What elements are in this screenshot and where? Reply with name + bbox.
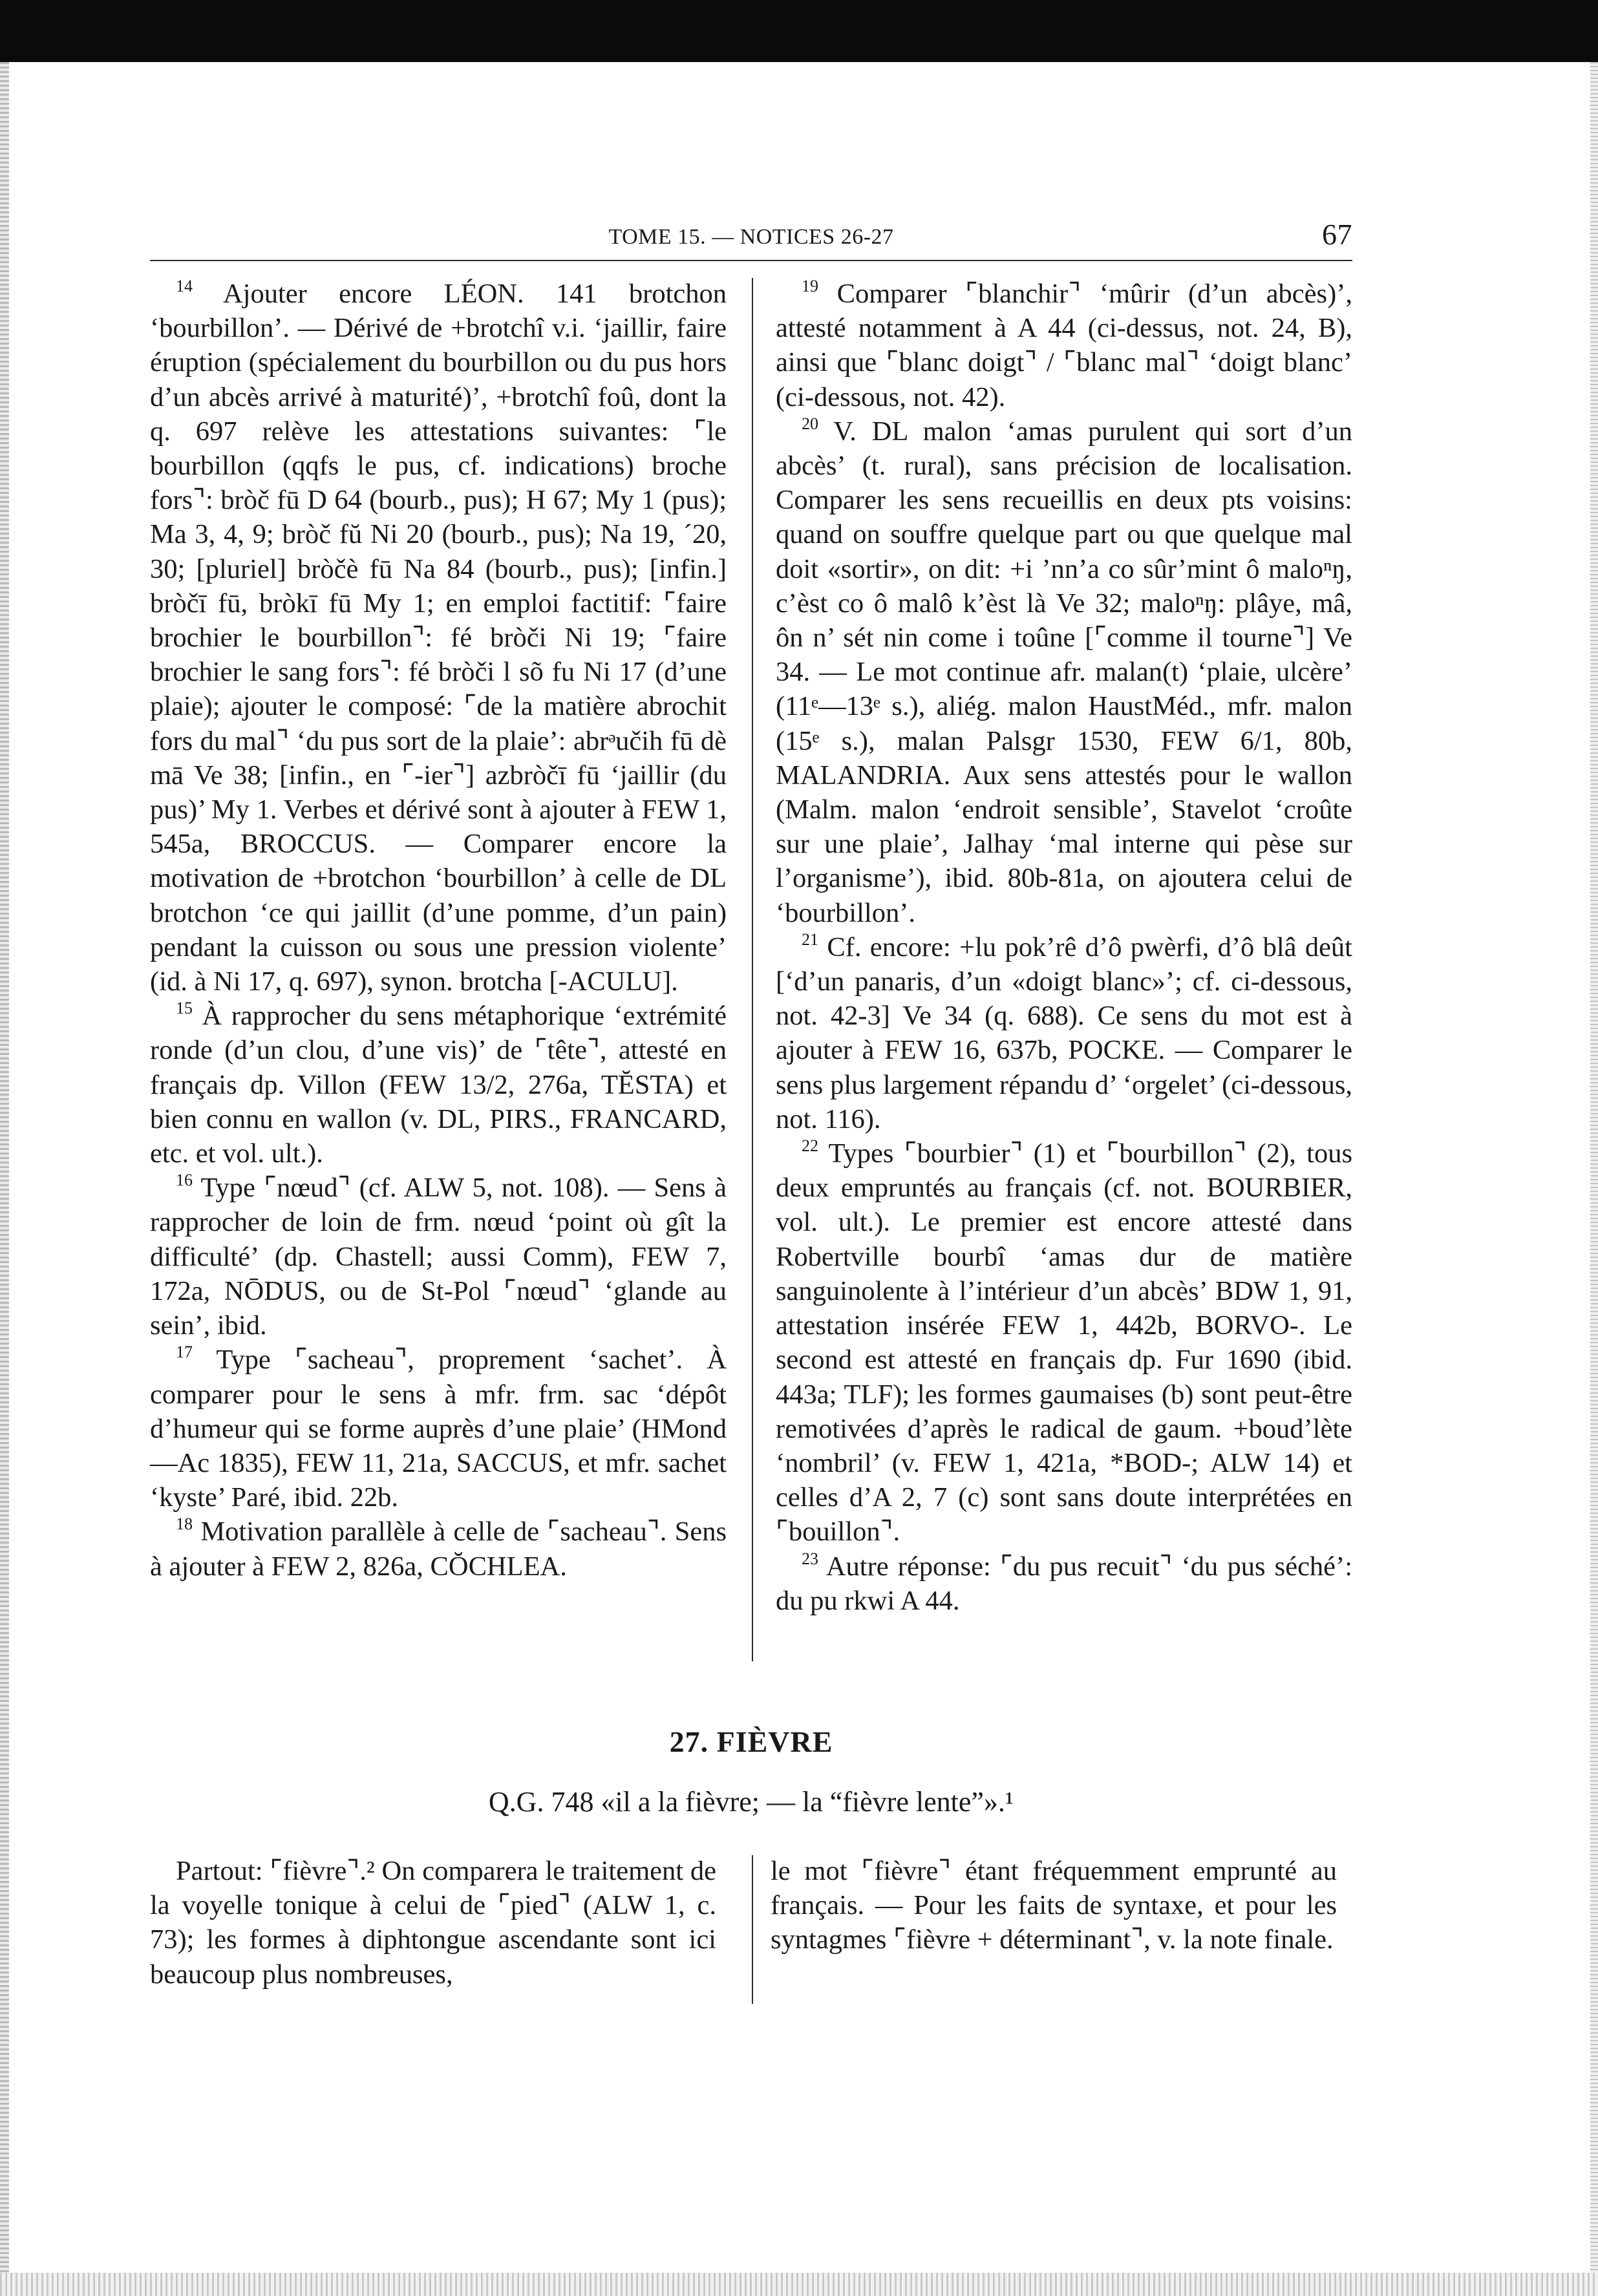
footnote-14 [150,277,727,999]
footnote-number: 17 [176,1343,193,1362]
section-question: Q.G. 748 «il a la fièvre; — la “fièvre lente”».¹ [488,1786,1014,1818]
body-column-divider [752,1855,753,2004]
footnote-number: 14 [176,277,193,295]
footnote-text: V. DL malon ‘amas purulent qui sort d’un abcès’ (t. rural), sans précision de localisation. Comparer les sens recueillis en deux pts voisins: quand on souffre quelque part ou que quelque mal doit «sortir», on dit: +i ’nn’a co sûr’mint ô maloⁿŋ, c’èst co ô malô k’èst là Ve 32; maloⁿŋ: plâye, mâ, ôn n’ sét nin come i toûne [⌜comme il tourne⌝] Ve 34. — Le mot continue afr. malan(t) ‘plaie, ulcère’ (11ᵉ—13ᵉ s.), aliég. malon HaustMéd., mfr. malon (15ᵉ s.), malan Palsgr 1530, FEW 6/1, 80b, MALANDRIA. Aux sens attestés pour le wallon (Malm. malon ‘endroit sensible’, Stavelot ‘croûte sur une plaie’, Jalhay ‘mal interne qui pèse sur l’organisme’), ibid. 80b-81a, on ajoutera celui de ‘bourbillon’. [776,416,1353,928]
footnote-number: 16 [176,1171,193,1190]
footnote-text: Comparer ⌜blanchir⌝ ‘mûrir (d’un abcès)’, attesté notamment à A 44 (ci-dessus, not. 24, B), ainsi que ⌜blanc doigt⌝ / ⌜blanc mal⌝ ‘doigt blanc’ (ci-dessous, not. 42). [776,279,1353,412]
footnote-text: Cf. encore: +lu pok’rê d’ô pwèrfi, d’ô blâ deût [‘d’un panaris, d’un «doigt blanc»’; cf. ci-dessous, not. 42-3] Ve 34 (q. 688). Ce sens du mot est à ajouter à FEW 16, 637b, POCKE. — Comparer le sens plus largement répandu d’ ‘orgelet’ (ci-dessous, not. 116). [776,931,1352,1134]
footnote-text: À rapprocher du sens métaphorique ‘extrémité ronde (d’un clou, d’une vis)’ de ⌜tête⌝, attesté en français dp. Villon (FEW 13/2, 276a, TĔSTA) et bien connu en wallon (v. DL, PIRS., FRANCARD, etc. et vol. ult.). [150,1001,727,1169]
footnote-16 [150,1171,727,1343]
footnote-number: 18 [176,1515,193,1534]
footnote-number: 23 [802,1549,818,1568]
column-divider [752,278,753,1661]
section-title: 27. FIÈVRE [669,1725,833,1758]
footnote-17 [150,1343,727,1515]
footnote-21 [776,930,1352,1136]
body-paragraph: Partout: ⌜fièvre⌝.² On comparera le traitement de la voyelle tonique à celui de ⌜pied⌝ (ALW 1, c. 73); les formes à diphtongue ascendante sont ici beaucoup plus nombreuses, [150,1856,716,1990]
footnote-number: 21 [802,930,818,949]
footnote-text: Types ⌜bourbier⌝ (1) et ⌜bourbillon⌝ (2), tous deux empruntés au français (cf. not. BOURBIER, vol. ult.). Le premier est encore attesté dans Robertville bourbî ‘amas dur de matière sanguinolente à l’intérieur d’un abcès’ BDW 1, 91, attestation insérée FEW 1, 442b, BORVO-. Le second est attesté en français dp. Fur 1690 (ibid. 443a; TLF); les formes gaumaises (b) sont peut-être remotivées d’après le radical de gaum. +boud’lète ‘nombril’ (v. FEW 1, 421a, *BOD-; ALW 14) et celles d’A 2, 7 (c) sont sans doute interprétées en ⌜bouillon⌝. [776,1138,1352,1547]
footnote-20 [776,414,1352,930]
section-body-left [150,1854,716,1992]
scan-right-edge [1590,62,1598,2273]
footnotes-left-column [150,277,727,1584]
footnote-text: Ajouter encore LÉON. 141 brotchon ‘bourbillon’. — Dérivé de +brotchî v.i. ‘jaillir, faire éruption (spécialement du bourbillon ou du pus hors d’un abcès arrivé à maturité)’, +brotchî foû, dont la q. 697 relève les attestations suivantes: ⌜le bourbillon (qqfs le pus, cf. indications) broche fors⌝: bròč fū D 64 (bourb., pus); H 67; My 1 (pus); Ma 3, 4, 9; bròč fŭ Ni 20 (bourb., pus); Na 19, ´20, 30; [pluriel] bròčè fū Na 84 (bourb., pus); [infin.] bròčī fū, bròkī fū My 1; en emploi factitif: ⌜faire brochier le bourbillon⌝: fé bròči Ni 19; ⌜faire brochier le sang fors⌝: fé bròči l sõ fu Ni 17 (d’une plaie); ajouter le composé: ⌜de la matière abrochit fors du mal⌝ ‘du pus sort de la plaie’: abrᵊučih fū dè mā Ve 38; [infin., en ⌜-ier⌝] azbròčī fū ‘jaillir (du pus)’ My 1. Verbes et dérivé sont à ajouter à FEW 1, 545a, BROCCUS. — Comparer encore la motivation de +brotchon ‘bourbillon’ à celle de DL brotchon ‘ce qui jaillit (d’une pomme, d’un pain) pendant la cuisson ou sous une pression violente’ (id. à Ni 17, q. 697), synon. brotcha [-ACULU]. [150,279,727,997]
footnote-text: Autre réponse: ⌜du pus recuit⌝ ‘du pus séché’: du pu rkwi A 44. [776,1551,1353,1616]
footnote-text: Type ⌜sacheau⌝, proprement ‘sachet’. À comparer pour le sens à mfr. frm. sac ‘dépôt d’humeur qui se forme auprès d’une plaie’ (HMond—Ac 1835), FEW 11, 21a, SACCUS, et mfr. sachet ‘kyste’ Paré, ibid. 22b. [150,1345,727,1513]
footnote-number: 22 [802,1136,818,1156]
footnotes-right-column [776,277,1352,1618]
footnote-number: 19 [802,277,818,295]
footnote-text: Motivation parallèle à celle de ⌜sacheau⌝. Sens à ajouter à FEW 2, 826a, CŎCHLEA. [150,1516,727,1582]
scan-bottom-edge [0,2273,1598,2296]
footnote-number: 20 [802,414,818,433]
running-head [150,217,1352,256]
header-rule [150,260,1352,261]
footnote-23 [776,1549,1352,1618]
footnote-15 [150,999,727,1171]
scan-top-border [0,0,1598,62]
body-paragraph: le mot ⌜fièvre⌝ étant fréquemment emprunté au français. — Pour les faits de syntaxe, et pour les syntagmes ⌜fièvre + déterminant⌝, v. la note finale. [771,1856,1337,1955]
footnote-18 [150,1515,727,1583]
running-title: TOME 15. — NOTICES 26-27 [608,225,894,249]
footnote-text: Type ⌜nœud⌝ (cf. ALW 5, not. 108). — Sens à rapprocher de loin de frm. nœud ‘point où gît la difficulté’ (dp. Chastell; aussi Comm), FEW 7, 172a, NŌDUS, ou de St-Pol ⌜nœud⌝ ‘glande au sein’, ibid. [150,1173,727,1341]
footnote-19 [776,277,1352,414]
page-number: 67 [1322,218,1352,251]
footnote-22 [776,1136,1352,1549]
section-body-right [771,1854,1337,1957]
footnote-number: 15 [176,999,193,1018]
scan-left-edge [0,62,9,2273]
